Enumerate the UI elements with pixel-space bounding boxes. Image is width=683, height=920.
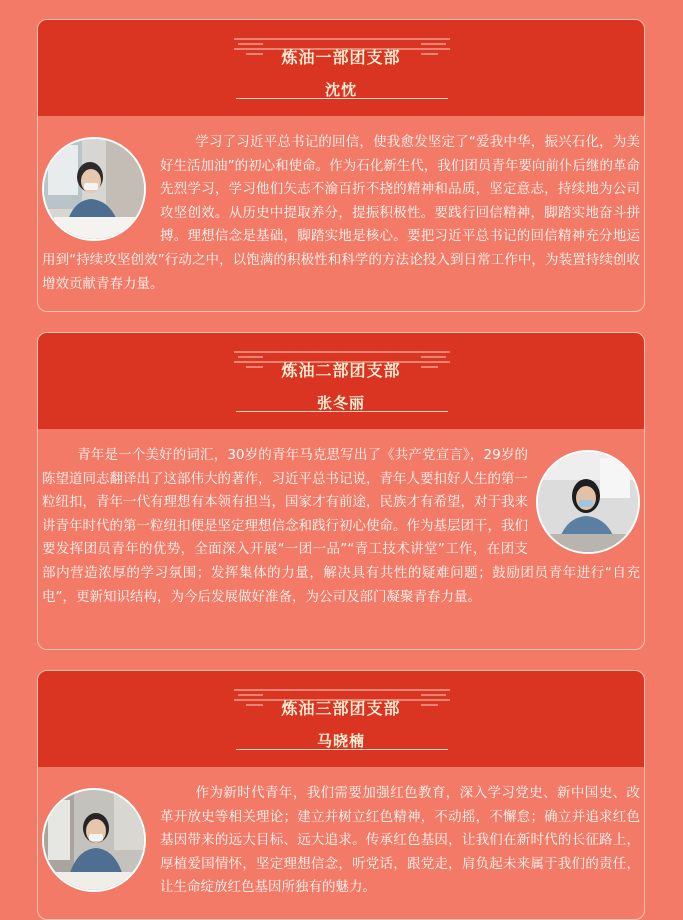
card-3 [37, 670, 645, 920]
person-name: 马晓楠 [316, 732, 365, 750]
department-title: 炼油二部团支部 [281, 361, 401, 380]
card-header [38, 671, 644, 767]
card-2 [37, 332, 645, 650]
card-body [38, 116, 644, 296]
person-name: 沈忱 [324, 81, 357, 99]
department-title: 炼油三部团支部 [281, 699, 401, 718]
name-underline [236, 411, 448, 412]
name-underline [236, 98, 448, 99]
card-body [38, 767, 644, 900]
title-ornament [38, 671, 645, 767]
card-1 [37, 19, 645, 312]
title-ornament [38, 20, 645, 116]
card-text: 青年是一个美好的词汇，30岁的青年马克思写出了《共产党宣言》，29岁的陈望道同志翻译出了这部伟大的著作，习近平总书记说，青年人要扣好人生的第一粒纽扣，青年一代有理想有本领有担当，国家才有前途，民族才有希望，对于我来讲青年时代的第一粒纽扣便是坚定理想信念和践行初心使命。作为基层团干，我们要发挥团员青年的优势，全面深入开展“一团一品”“青工技术讲堂”工作，在团支部内营造浓厚的学习氛围；发挥集体的力量，解决具有共性的疑难问题；鼓励团员青年进行“自充电”，更新知识结构，为今后发展做好准备，为公司及部门凝聚青春力量。 [42, 447, 640, 605]
person-portrait-icon [536, 450, 640, 554]
card-text: 学习了习近平总书记的回信，使我愈发坚定了“爱我中华，振兴石化，为美好生活加油”的初心和使命。作为石化新生代，我们团员青年要向前仆后继的革命先烈学习，学习他们矢志不渝百折不挠的精神和品质，坚定意志，持续地为公司攻坚创效。从历史中提取养分，提振积极性。要践行回信精神，脚踏实地奋斗拼搏。理想信念是基础，脚踏实地是核心。要把习近平总书记的回信精神充分地运用到“持续攻坚创效”行动之中，以饱满的积极性和科学的方法论投入到日常工作中，为装置持续创收增效贡献青春力量。 [42, 134, 640, 292]
person-name: 张冬丽 [316, 394, 365, 412]
person-portrait-icon [42, 137, 146, 241]
person-portrait-icon [42, 788, 146, 892]
department-title: 炼油一部团支部 [281, 48, 401, 67]
card-header [38, 20, 644, 116]
title-ornament [38, 333, 645, 429]
name-underline [236, 749, 448, 750]
card-text: 作为新时代青年，我们需要加强红色教育，深入学习党史、新中国史、改革开放史等相关理论；建立并树立红色精神，不动摇，不懈怠；确立并追求红色基因带来的远大目标、远大追求。传承红色基因，让我们在新时代的长征路上，厚植爱国情怀，坚定理想信念，听党话，跟党走，肩负起未来属于我们的责任，让生命绽放红色基因所独有的魅力。 [160, 785, 640, 896]
card-header [38, 333, 644, 429]
card-body [38, 429, 644, 609]
